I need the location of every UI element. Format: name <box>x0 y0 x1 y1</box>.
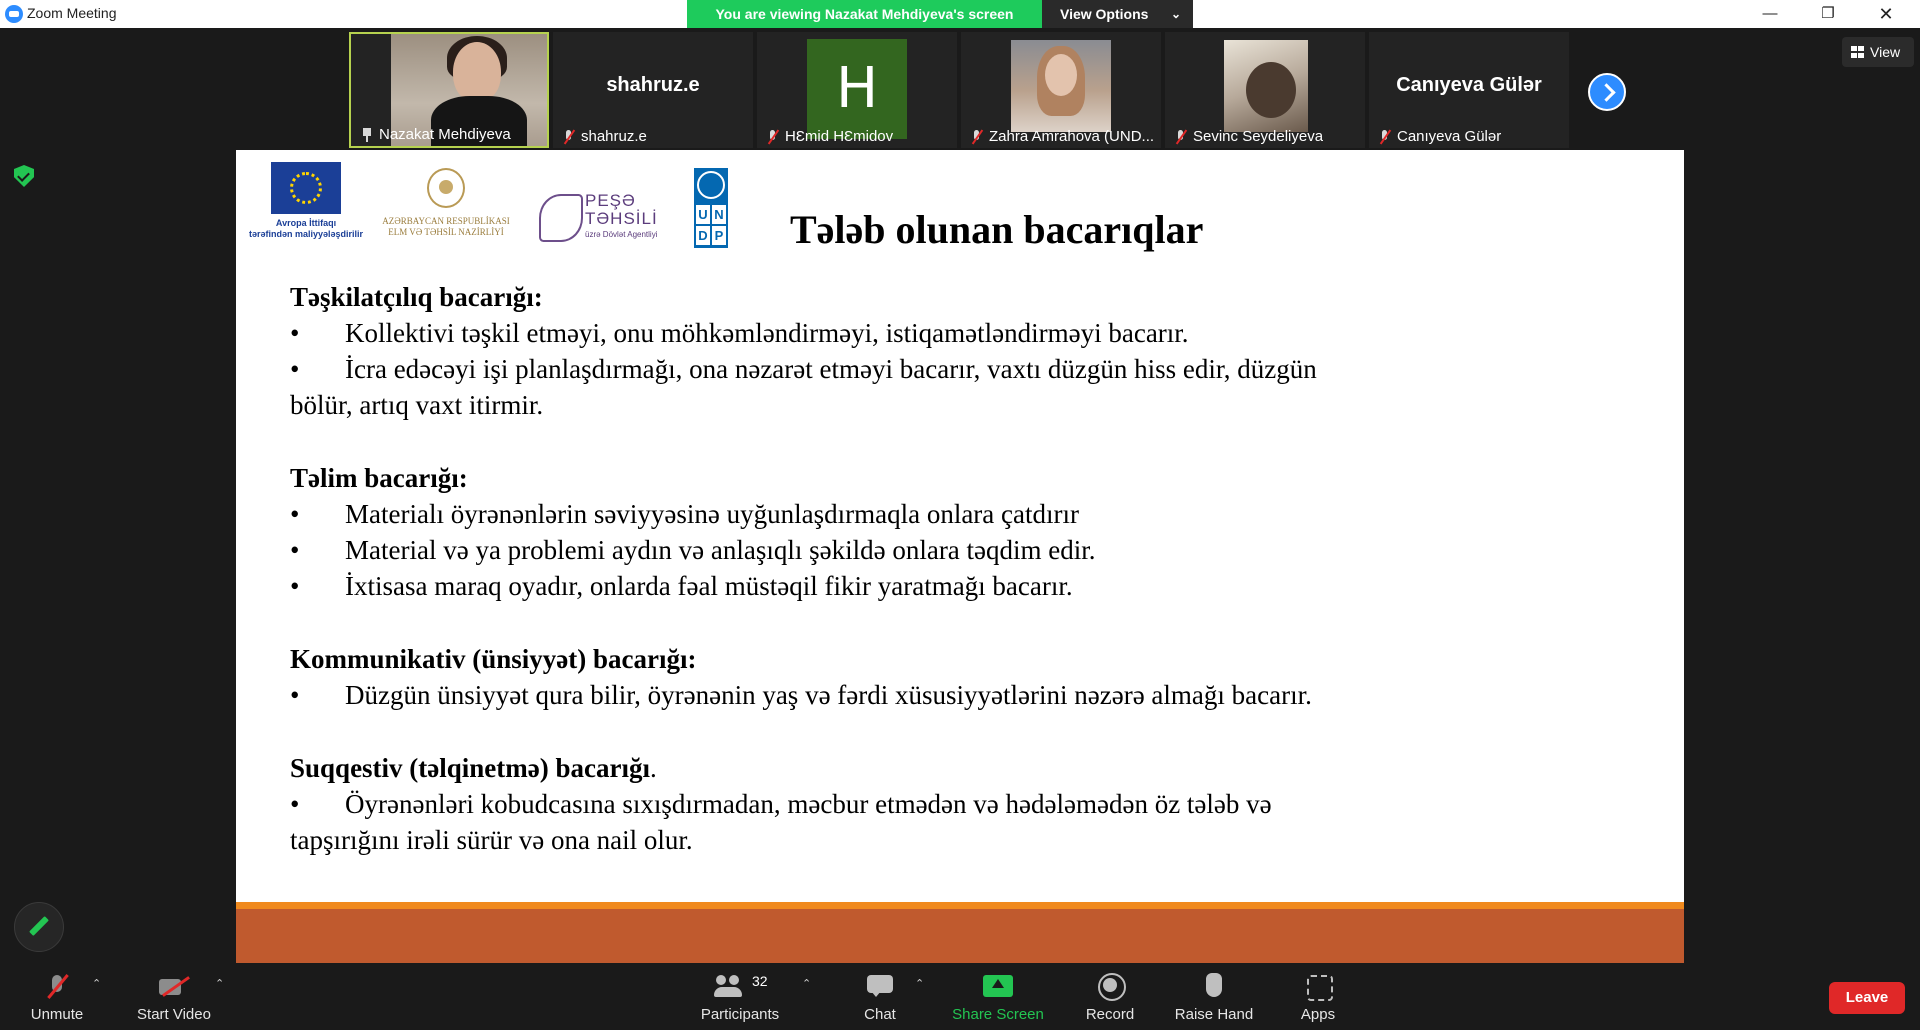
slide-title: Tələb olunan bacarıqlar <box>790 207 1204 252</box>
chat-bubble-icon <box>865 973 895 1001</box>
muted-microphone-icon <box>42 973 72 1001</box>
participant-video <box>1011 40 1111 132</box>
pin-icon <box>359 127 375 143</box>
bullet-item <box>290 499 1079 530</box>
section-heading-suggestive <box>290 753 657 784</box>
record-label: Record <box>1085 1006 1135 1023</box>
participant-name-label <box>561 128 647 145</box>
participant-name: shahruz.e <box>581 128 647 145</box>
slide-footer-stripe <box>236 902 1684 909</box>
un-emblem-icon <box>697 171 725 199</box>
undp-letters <box>694 204 728 246</box>
audio-options-chevron-icon[interactable]: ⌃ <box>92 978 102 990</box>
bullet-dot: • <box>290 680 300 710</box>
section-heading-communicative: Kommunikativ (ünsiyyət) bacarığı: <box>290 644 697 674</box>
muted-mic-icon <box>969 129 985 145</box>
unmute-label: Unmute <box>30 1006 84 1023</box>
section-heading-teaching: Təlim bacarığı: <box>290 463 468 493</box>
bullet-dot: • <box>290 789 300 819</box>
participant-name-label <box>1173 128 1323 145</box>
shared-screen-slide <box>236 150 1684 963</box>
participant-video <box>1224 40 1308 132</box>
section-heading-text: Suqqestiv (təlqinetmə) bacarığı <box>290 753 650 783</box>
bullet-text: Materialı öyrənənlərin səviyyəsinə uyğunlaşdırmaqla onlara çatdırır <box>345 499 1079 529</box>
participant-name: Sevinc Seydeliyeva <box>1193 128 1324 145</box>
bullet-dot: • <box>290 535 300 565</box>
agency-mark-icon <box>539 194 583 242</box>
agency-title <box>585 192 658 228</box>
raise-hand-label: Raise Hand <box>1174 1006 1254 1023</box>
bullet-continuation: tapşırığını irəli sürür və ona nail olur. <box>290 825 693 855</box>
bullet-dot: • <box>290 571 300 601</box>
participant-tile-sevinc[interactable] <box>1165 32 1365 148</box>
participant-tile-shahruz[interactable] <box>553 32 753 148</box>
vocational-education-agency-logo <box>539 190 679 246</box>
participant-name-label <box>969 128 1154 145</box>
participant-tile-caniyeva[interactable] <box>1369 32 1569 148</box>
view-button[interactable] <box>1842 37 1914 67</box>
bullet-item <box>290 789 1272 820</box>
section-heading-organizational: Təşkilatçılıq bacarığı: <box>290 282 543 312</box>
participants-options-chevron-icon[interactable]: ⌃ <box>802 978 812 990</box>
record-icon <box>1095 973 1125 1001</box>
apps-icon <box>1303 973 1333 1001</box>
eu-stars-icon <box>290 172 322 204</box>
restore-button[interactable]: ❐ <box>1821 5 1835 22</box>
undp-letter: D <box>696 226 710 245</box>
leave-button[interactable]: Leave <box>1829 982 1905 1014</box>
participant-face <box>453 42 501 102</box>
bullet-item <box>290 318 1189 349</box>
participant-tile-nazakat[interactable] <box>349 32 549 148</box>
bullet-dot: • <box>290 318 300 348</box>
participant-silhouette <box>1246 62 1296 118</box>
record-button[interactable] <box>1070 963 1150 1030</box>
view-options-label: View Options <box>1060 6 1149 22</box>
chat-options-chevron-icon[interactable]: ⌃ <box>915 978 925 990</box>
close-button[interactable]: ✕ <box>1878 4 1894 24</box>
participant-count: 32 <box>752 973 768 989</box>
participant-name: Canıyeva Gülər <box>1397 128 1502 145</box>
bullet-item <box>290 680 1312 711</box>
bullet-continuation: bölür, artıq vaxt itirmir. <box>290 390 544 420</box>
participant-name-label <box>765 128 893 145</box>
bullet-text: İcra edəcəyi işi planlaşdırmağı, ona nəzarət etməyi bacarır, vaxtı düzgün hiss edir, düzgün <box>345 354 1317 384</box>
bullet-text: Öyrənənləri kobudcasına sıxışdırmadan, məcbur etmədən və hədələmədən öz tələb və <box>345 789 1272 819</box>
zoom-logo-icon <box>5 5 23 23</box>
bullet-dot: • <box>290 499 300 529</box>
view-label: View <box>1870 44 1901 60</box>
start-video-label: Start Video <box>137 1006 211 1023</box>
muted-mic-icon <box>765 129 781 145</box>
muted-mic-icon <box>561 129 577 145</box>
participant-name-label <box>1377 128 1501 145</box>
participant-display-name: Canıyeva Gülər <box>1396 74 1542 96</box>
next-page-arrow-icon[interactable] <box>1588 73 1626 111</box>
eu-logo <box>246 162 366 244</box>
agency-title-line-2: TƏHSİLİ <box>585 209 658 228</box>
bullet-text: Kollektivi təşkil etməyi, onu möhkəmləndirməyi, istiqamətləndirməyi bacarır. <box>345 318 1189 348</box>
muted-mic-icon <box>1173 129 1189 145</box>
agency-subtitle: üzrə Dövlət Agentliyi <box>585 230 658 239</box>
viewing-screen-label: You are viewing Nazakat Mehdiyeva's screen <box>687 0 1042 28</box>
title-bar <box>0 0 1920 28</box>
screen-share-banner <box>687 0 1193 28</box>
window-title: Zoom Meeting <box>27 5 117 21</box>
agency-title-line-1: PEŞƏ <box>585 191 636 210</box>
participant-face <box>1045 54 1077 96</box>
chat-button[interactable] <box>840 963 920 1030</box>
participants-label: Participants <box>700 1006 780 1023</box>
participant-name: HƐmid HƐmidov <box>785 128 894 145</box>
participant-display-name: shahruz.e <box>606 74 700 96</box>
participant-tile-zahra[interactable] <box>961 32 1161 148</box>
participant-name: Nazakat Mehdiyeva <box>379 126 511 143</box>
participants-icon <box>714 973 744 1001</box>
eu-caption <box>246 218 366 240</box>
share-screen-icon <box>983 973 1013 1001</box>
undp-letter: N <box>712 205 726 224</box>
participant-name: Zahra Amrahova (UND... <box>989 128 1155 145</box>
minimize-button[interactable]: — <box>1762 5 1778 22</box>
ministry-caption-line-1: AZƏRBAYCAN RESPUBLİKASI <box>382 216 510 226</box>
ministry-caption-line-2: ELM VƏ TƏHSİL NAZİRLİYİ <box>388 227 504 237</box>
video-options-chevron-icon[interactable]: ⌃ <box>215 978 225 990</box>
eu-caption-line-1: Avropa İttifaqı <box>275 218 337 228</box>
bullet-text: İxtisasa maraq oyadır, onlarda fəal müstəqil fikir yaratmağı bacarır. <box>345 571 1073 601</box>
apps-label: Apps <box>1300 1006 1336 1023</box>
bullet-dot: • <box>290 354 300 384</box>
undp-letter: U <box>696 205 710 224</box>
bullet-item <box>290 535 1096 566</box>
muted-mic-icon <box>1377 129 1393 145</box>
annotate-pen-icon[interactable] <box>14 902 64 952</box>
participants-button[interactable] <box>690 963 790 1030</box>
chevron-down-icon: ⌄ <box>1170 7 1181 21</box>
bullet-item <box>290 571 1073 602</box>
bullet-text: Material və ya problemi aydın və anlaşıqlı şəkildə onlara təqdim edir. <box>345 535 1096 565</box>
slide-content <box>236 150 1684 900</box>
start-video-button[interactable] <box>124 963 224 1030</box>
apps-button[interactable] <box>1278 963 1358 1030</box>
slide-footer-band <box>236 909 1684 963</box>
raise-hand-button[interactable] <box>1168 963 1260 1030</box>
hand-icon <box>1199 973 1229 1001</box>
ministry-logo <box>381 168 511 244</box>
share-screen-button[interactable] <box>945 963 1051 1030</box>
eu-flag-icon <box>271 162 341 214</box>
unmute-button[interactable] <box>12 963 102 1030</box>
undp-letter: P <box>712 226 726 245</box>
participant-name-label <box>359 126 511 143</box>
view-options-button[interactable] <box>1042 0 1193 28</box>
bullet-text: Düzgün ünsiyyət qura bilir, öyrənənin yaş və fərdi xüsusiyyətlərini nəzərə almağı bacarır. <box>345 680 1312 710</box>
undp-logo <box>694 168 728 248</box>
security-shield-icon[interactable] <box>14 165 34 187</box>
bullet-item <box>290 354 1317 385</box>
participant-avatar: H <box>807 39 907 139</box>
share-screen-label: Share Screen <box>952 1006 1044 1023</box>
grid-icon <box>1851 46 1864 58</box>
eu-caption-line-2: tərəfindən maliyyələşdirilir <box>248 229 364 239</box>
chat-label: Chat <box>864 1006 896 1023</box>
video-off-icon <box>159 973 189 1001</box>
meeting-toolbar <box>0 963 1920 1030</box>
section-heading-period: . <box>649 753 657 783</box>
participant-tile-hemid[interactable] <box>757 32 957 148</box>
ministry-emblem-icon <box>427 168 465 208</box>
ministry-caption <box>381 216 511 238</box>
